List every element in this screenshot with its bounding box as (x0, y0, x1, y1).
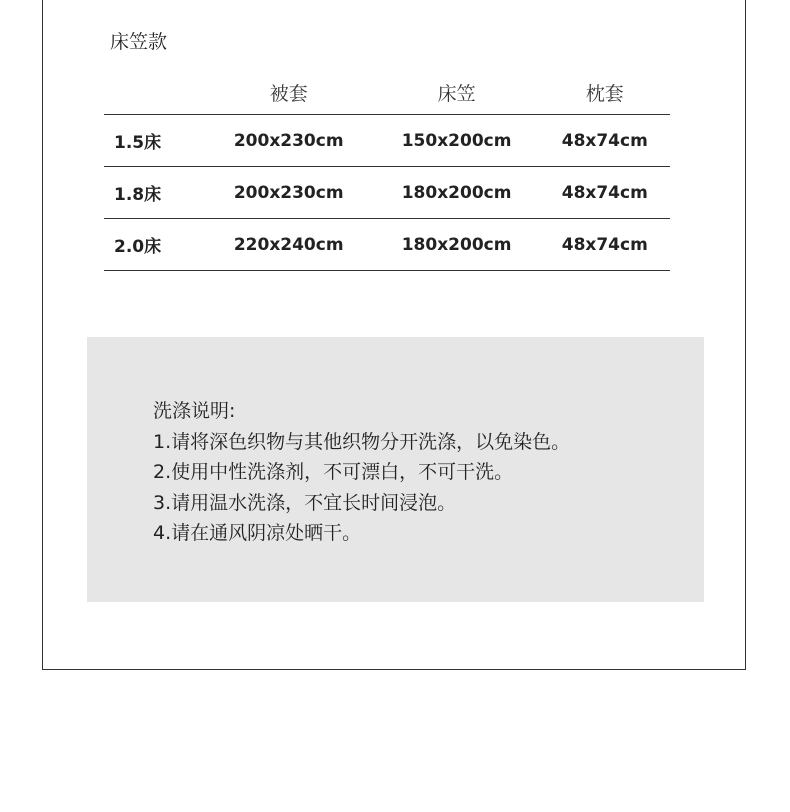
table-row (104, 219, 670, 271)
size-table (104, 70, 670, 271)
duvet-cover-size: 200x230cm (204, 167, 374, 219)
header-blank (104, 70, 204, 115)
duvet-cover-size: 200x230cm (204, 115, 374, 167)
care-instruction-item: 2.使用中性洗涤剂，不可漂白，不可干洗。 (153, 461, 514, 483)
table-row (104, 167, 670, 219)
care-instruction-item: 1.请将深色织物与其他织物分开洗涤，以免染色。 (153, 430, 571, 453)
table-row (104, 115, 670, 167)
care-instructions-list (153, 396, 570, 549)
duvet-cover-size: 220x240cm (204, 219, 374, 271)
care-instructions-title: 洗涤说明: (153, 400, 236, 422)
bed-size: 1.5床 (104, 115, 204, 167)
bed-size: 1.8床 (104, 167, 204, 219)
header-fitted-sheet: 床笠 (374, 70, 540, 115)
fitted-sheet-size: 180x200cm (374, 167, 540, 219)
table-header-row (104, 70, 670, 115)
bed-size: 2.0床 (104, 219, 204, 271)
fitted-sheet-size: 150x200cm (374, 115, 540, 167)
care-instruction-item: 3.请用温水洗涤，不宜长时间浸泡。 (153, 491, 457, 514)
header-duvet-cover: 被套 (204, 70, 374, 115)
fitted-sheet-size: 180x200cm (374, 219, 540, 271)
pillowcase-size: 48x74cm (540, 167, 670, 219)
section-title: 床笠款 (110, 31, 168, 53)
care-instructions-box (87, 337, 704, 602)
care-instruction-item: 4.请在通风阴凉处晒干。 (153, 522, 362, 544)
pillowcase-size: 48x74cm (540, 115, 670, 167)
header-pillowcase: 枕套 (540, 70, 670, 115)
pillowcase-size: 48x74cm (540, 219, 670, 271)
